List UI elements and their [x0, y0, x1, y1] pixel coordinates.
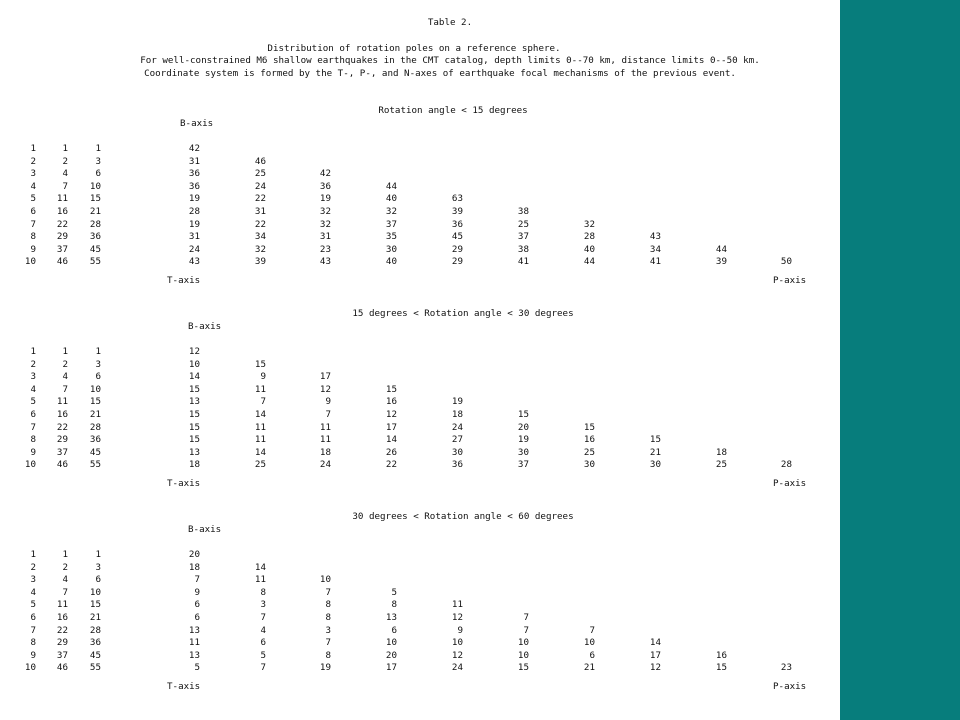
table-cell: 16 [385, 396, 397, 408]
t-axis-label: T-axis [167, 681, 201, 693]
row-range-start: 1 [62, 143, 68, 154]
row-index: 7 [30, 218, 36, 230]
row-range-end: 21 [89, 206, 101, 217]
table-cell: 22 [254, 218, 266, 230]
t-axis-label: T-axis [167, 275, 201, 287]
row-range-start: 2 [62, 155, 68, 167]
row-index: 4 [30, 586, 36, 598]
table-cell: 11 [319, 434, 331, 446]
table-cell: 30 [451, 446, 463, 458]
table-caption-line-1: Distribution of rotation poles on a reference sphere. [267, 43, 561, 54]
table-cell: 5 [194, 662, 200, 674]
row-index: 5 [30, 599, 36, 611]
table-cell: 7 [260, 396, 266, 408]
table-cell: 22 [385, 459, 397, 471]
table-cell: 7 [325, 409, 331, 420]
table-cell: 3 [325, 624, 331, 636]
row-range-start: 11 [56, 599, 68, 611]
table-cell: 8 [325, 612, 331, 623]
table-cell: 40 [583, 243, 595, 255]
row-range-end: 15 [89, 599, 101, 611]
p-axis-label: P-axis [773, 681, 807, 693]
table-cell: 40 [385, 193, 397, 205]
table-cell: 37 [517, 231, 529, 243]
table-cell: 15 [188, 434, 200, 446]
table-cell: 15 [649, 434, 661, 446]
table-cell: 19 [188, 193, 200, 205]
table-cell: 30 [385, 243, 397, 255]
table-cell: 13 [188, 446, 200, 458]
table-cell: 25 [517, 218, 529, 230]
table-cell: 43 [188, 256, 200, 268]
table-cell: 25 [583, 446, 595, 458]
row-range-start: 11 [56, 396, 68, 408]
table-cell: 31 [188, 231, 200, 243]
row-range-end: 28 [89, 218, 101, 230]
table-cell: 11 [188, 637, 200, 649]
table-cell: 8 [391, 599, 397, 611]
table-cell: 18 [188, 459, 200, 471]
table-cell: 7 [260, 662, 266, 674]
table-cell: 19 [319, 193, 331, 205]
row-range-end: 3 [95, 155, 101, 167]
row-range-end: 45 [89, 649, 101, 661]
table-cell: 41 [649, 256, 661, 268]
table-cell: 24 [319, 459, 331, 471]
table-cell: 13 [188, 649, 200, 661]
table-cell: 10 [385, 637, 397, 649]
table-cell: 12 [385, 409, 397, 420]
row-index: 2 [30, 155, 36, 167]
table-cell: 34 [649, 243, 661, 255]
table-cell: 38 [517, 243, 529, 255]
row-range-end: 6 [95, 168, 101, 180]
table-cell: 44 [385, 180, 397, 192]
table-cell: 37 [385, 218, 397, 230]
table-cell: 25 [254, 168, 266, 180]
table-cell: 8 [260, 586, 266, 598]
table-cell: 23 [780, 662, 792, 674]
row-range-start: 16 [56, 409, 68, 420]
table-cell: 7 [194, 574, 200, 586]
table-cell: 39 [254, 256, 266, 268]
row-range-end: 1 [95, 346, 101, 357]
table-cell: 11 [254, 434, 266, 446]
row-range-start: 4 [62, 168, 68, 180]
row-index: 6 [30, 612, 36, 623]
row-range-start: 37 [56, 446, 68, 458]
table-cell: 41 [517, 256, 529, 268]
section-heading: Rotation angle < 15 degrees [378, 105, 528, 116]
row-range-end: 21 [89, 409, 101, 420]
table-cell: 21 [649, 446, 661, 458]
row-range-end: 3 [95, 561, 101, 573]
row-range-start: 4 [62, 371, 68, 383]
table-cell: 42 [188, 143, 200, 154]
table-cell: 9 [260, 371, 266, 383]
row-range-start: 7 [62, 586, 68, 598]
table-cell: 38 [517, 206, 529, 217]
table-cell: 28 [780, 459, 792, 471]
row-range-start: 2 [62, 561, 68, 573]
table-cell: 16 [583, 434, 595, 446]
row-range-end: 36 [89, 637, 101, 649]
row-range-start: 7 [62, 180, 68, 192]
table-cell: 32 [583, 218, 595, 230]
row-range-start: 29 [56, 231, 68, 243]
table-cell: 40 [385, 256, 397, 268]
row-range-start: 29 [56, 637, 68, 649]
table-caption-line-2: For well-constrained M6 shallow earthquakes in the CMT catalog, depth limits 0--70 km, distance limits 0--50 km. [140, 55, 760, 66]
table-cell: 12 [451, 649, 463, 661]
row-range-end: 1 [95, 143, 101, 154]
table-cell: 28 [188, 206, 200, 217]
table-cell: 10 [517, 637, 529, 649]
table-cell: 11 [254, 421, 266, 433]
table-cell: 24 [451, 421, 463, 433]
table-cell: 14 [649, 637, 661, 649]
b-axis-label: B-axis [188, 321, 222, 332]
row-index: 1 [30, 143, 36, 154]
table-cell: 6 [194, 612, 200, 623]
row-range-end: 55 [89, 662, 101, 674]
table-cell: 11 [451, 599, 463, 611]
row-range-end: 10 [89, 180, 101, 192]
row-range-end: 28 [89, 421, 101, 433]
table-cell: 12 [188, 346, 200, 357]
row-index: 10 [24, 662, 36, 674]
row-index: 1 [30, 549, 36, 560]
table-cell: 13 [188, 624, 200, 636]
row-index: 6 [30, 206, 36, 217]
table-cell: 30 [649, 459, 661, 471]
row-index: 9 [30, 446, 36, 458]
row-range-end: 55 [89, 256, 101, 268]
row-index: 8 [30, 231, 36, 243]
row-index: 6 [30, 409, 36, 420]
row-index: 4 [30, 180, 36, 192]
table-cell: 18 [451, 409, 463, 420]
table-cell: 11 [254, 574, 266, 586]
table-cell: 30 [517, 446, 529, 458]
row-index: 3 [30, 168, 36, 180]
row-index: 2 [30, 358, 36, 370]
table-cell: 6 [260, 637, 266, 649]
table-cell: 39 [715, 256, 727, 268]
row-range-start: 46 [56, 256, 68, 268]
row-range-start: 29 [56, 434, 68, 446]
row-range-end: 10 [89, 586, 101, 598]
table-cell: 24 [188, 243, 200, 255]
table-cell: 25 [715, 459, 727, 471]
row-index: 8 [30, 434, 36, 446]
table-cell: 7 [523, 624, 529, 636]
row-range-end: 36 [89, 231, 101, 243]
row-index: 7 [30, 421, 36, 433]
table-cell: 14 [254, 409, 266, 420]
table-cell: 26 [385, 446, 397, 458]
table-cell: 31 [254, 206, 266, 217]
table-cell: 11 [319, 421, 331, 433]
table-cell: 50 [780, 256, 792, 268]
row-range-start: 46 [56, 662, 68, 674]
table-cell: 7 [260, 612, 266, 623]
row-index: 4 [30, 383, 36, 395]
table-cell: 32 [385, 206, 397, 217]
table-cell: 30 [583, 459, 595, 471]
table-cell: 17 [319, 371, 331, 383]
table-cell: 13 [385, 612, 397, 623]
row-range-start: 22 [56, 421, 68, 433]
row-index: 3 [30, 371, 36, 383]
row-range-start: 37 [56, 243, 68, 255]
row-range-start: 4 [62, 574, 68, 586]
row-range-start: 22 [56, 218, 68, 230]
row-index: 5 [30, 396, 36, 408]
table-cell: 6 [589, 649, 595, 661]
table-cell: 16 [715, 649, 727, 661]
row-index: 9 [30, 243, 36, 255]
row-index: 5 [30, 193, 36, 205]
slide-accent-bar [840, 0, 960, 720]
table-cell: 17 [649, 649, 661, 661]
table-cell: 39 [451, 206, 463, 217]
table-cell: 9 [325, 396, 331, 408]
row-index: 8 [30, 637, 36, 649]
row-range-start: 2 [62, 358, 68, 370]
table-cell: 46 [254, 155, 266, 167]
row-range-end: 1 [95, 549, 101, 560]
row-index: 9 [30, 649, 36, 661]
table-cell: 32 [319, 206, 331, 217]
table-cell: 44 [715, 243, 727, 255]
row-range-end: 6 [95, 574, 101, 586]
table-cell: 18 [319, 446, 331, 458]
table-cell: 7 [325, 637, 331, 649]
row-range-start: 46 [56, 459, 68, 471]
row-range-start: 7 [62, 383, 68, 395]
table-cell: 7 [589, 624, 595, 636]
table-cell: 22 [254, 193, 266, 205]
table-cell: 45 [451, 231, 463, 243]
row-range-start: 16 [56, 612, 68, 623]
table-cell: 6 [194, 599, 200, 611]
table-cell: 8 [325, 649, 331, 661]
table-cell: 9 [194, 586, 200, 598]
table-cell: 42 [319, 168, 331, 180]
table-cell: 13 [188, 396, 200, 408]
table-cell: 32 [319, 218, 331, 230]
row-range-end: 36 [89, 434, 101, 446]
table-cell: 15 [385, 383, 397, 395]
table-cell: 36 [188, 168, 200, 180]
table-cell: 12 [319, 383, 331, 395]
table-cell: 23 [319, 243, 331, 255]
row-range-end: 6 [95, 371, 101, 383]
row-range-end: 28 [89, 624, 101, 636]
table-cell: 24 [451, 662, 463, 674]
table-cell: 43 [649, 231, 661, 243]
table-cell: 12 [451, 612, 463, 623]
table-cell: 20 [385, 649, 397, 661]
table-cell: 14 [254, 446, 266, 458]
table-cell: 20 [188, 549, 200, 560]
table-cell: 15 [583, 421, 595, 433]
table-cell: 15 [254, 358, 266, 370]
table-cell: 10 [517, 649, 529, 661]
table-cell: 6 [391, 624, 397, 636]
table-cell: 5 [391, 586, 397, 598]
table-cell: 24 [254, 180, 266, 192]
table-cell: 4 [260, 624, 266, 636]
table-cell: 21 [583, 662, 595, 674]
table-cell: 14 [385, 434, 397, 446]
row-range-end: 55 [89, 459, 101, 471]
table-cell: 7 [325, 586, 331, 598]
table-cell: 44 [583, 256, 595, 268]
row-index: 10 [24, 459, 36, 471]
table-cell: 7 [523, 612, 529, 623]
table-cell: 20 [517, 421, 529, 433]
table-cell: 32 [254, 243, 266, 255]
table-cell: 36 [188, 180, 200, 192]
section-heading: 15 degrees < Rotation angle < 30 degrees [352, 308, 574, 319]
table-cell: 29 [451, 243, 463, 255]
b-axis-label: B-axis [188, 524, 222, 535]
row-range-start: 16 [56, 206, 68, 217]
t-axis-label: T-axis [167, 478, 201, 490]
table-cell: 11 [254, 383, 266, 395]
row-index: 10 [24, 256, 36, 268]
row-range-start: 11 [56, 193, 68, 205]
table-cell: 34 [254, 231, 266, 243]
table-cell: 14 [254, 561, 266, 573]
row-index: 2 [30, 561, 36, 573]
row-range-end: 45 [89, 243, 101, 255]
table-cell: 8 [325, 599, 331, 611]
table-cell: 18 [188, 561, 200, 573]
table-cell: 10 [583, 637, 595, 649]
table-cell: 5 [260, 649, 266, 661]
table-cell: 36 [319, 180, 331, 192]
table-cell: 10 [319, 574, 331, 586]
table-cell: 36 [451, 459, 463, 471]
row-range-end: 15 [89, 193, 101, 205]
row-range-end: 10 [89, 383, 101, 395]
table-cell: 19 [451, 396, 463, 408]
table-cell: 17 [385, 662, 397, 674]
table-cell: 15 [188, 409, 200, 420]
table-cell: 10 [188, 358, 200, 370]
row-range-start: 37 [56, 649, 68, 661]
table-cell: 63 [451, 193, 463, 205]
row-range-end: 45 [89, 446, 101, 458]
table-cell: 29 [451, 256, 463, 268]
table-cell: 10 [451, 637, 463, 649]
table-cell: 15 [517, 662, 529, 674]
p-axis-label: P-axis [773, 275, 807, 287]
table-cell: 43 [319, 256, 331, 268]
table-cell: 3 [260, 599, 266, 611]
row-index: 7 [30, 624, 36, 636]
table-cell: 25 [254, 459, 266, 471]
b-axis-label: B-axis [180, 118, 214, 129]
table-cell: 17 [385, 421, 397, 433]
table-cell: 15 [517, 409, 529, 420]
row-range-end: 3 [95, 358, 101, 370]
table-cell: 19 [319, 662, 331, 674]
table-cell: 9 [457, 624, 463, 636]
table-cell: 37 [517, 459, 529, 471]
table-cell: 12 [649, 662, 661, 674]
table-cell: 31 [319, 231, 331, 243]
table-title: Table 2. [427, 17, 473, 28]
row-index: 3 [30, 574, 36, 586]
table-cell: 15 [715, 662, 727, 674]
row-index: 1 [30, 346, 36, 357]
row-range-end: 21 [89, 612, 101, 623]
table-cell: 19 [188, 218, 200, 230]
table-cell: 19 [517, 434, 529, 446]
row-range-start: 1 [62, 346, 68, 357]
p-axis-label: P-axis [773, 478, 807, 490]
table-cell: 18 [715, 446, 727, 458]
row-range-start: 1 [62, 549, 68, 560]
table-cell: 36 [451, 218, 463, 230]
table-cell: 15 [188, 383, 200, 395]
section-heading: 30 degrees < Rotation angle < 60 degrees [352, 511, 574, 522]
table-cell: 35 [385, 231, 397, 243]
table-cell: 15 [188, 421, 200, 433]
table-caption-line-3: Coordinate system is formed by the T-, P-, and N-axes of earthquake focal mechanisms of the previous event. [144, 68, 736, 79]
row-range-start: 22 [56, 624, 68, 636]
table-cell: 28 [583, 231, 595, 243]
table-cell: 14 [188, 371, 200, 383]
row-range-end: 15 [89, 396, 101, 408]
table-cell: 27 [451, 434, 463, 446]
table-cell: 31 [188, 155, 200, 167]
